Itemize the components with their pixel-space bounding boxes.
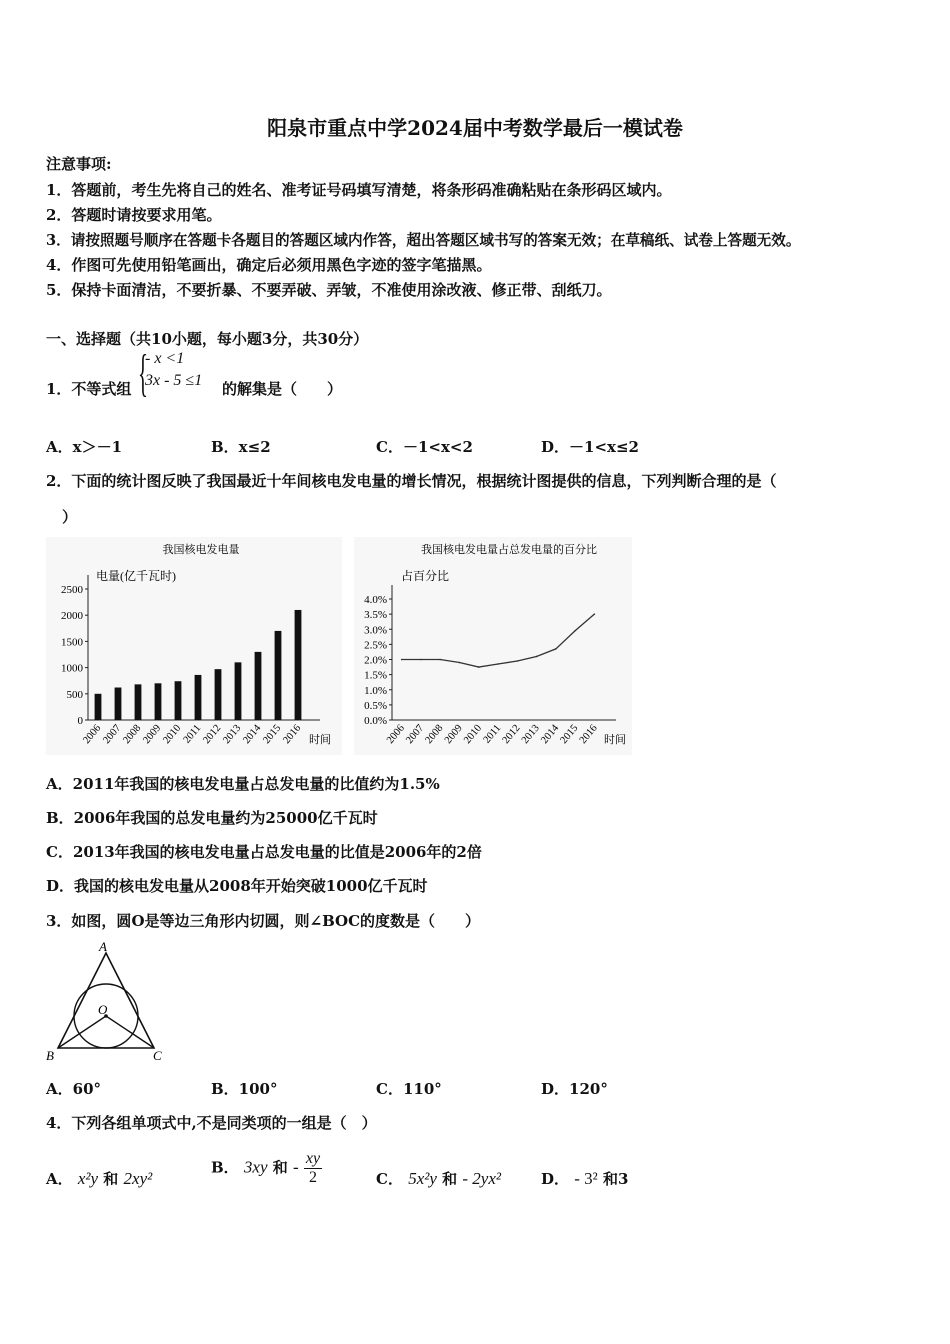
vertex-label-c: C [153,1048,162,1063]
fraction-numerator: xy [305,1150,321,1167]
notice-heading: 注意事项: [46,155,112,173]
x-tick-label: 2014 [241,722,264,747]
option-label: C． [376,1170,403,1188]
bar [215,669,222,720]
x-tick-label: 2013 [519,722,542,747]
x-tick-label: 2016 [281,722,304,747]
q4-option-b[interactable] [211,1150,322,1187]
option-label: D． [541,1170,570,1188]
y-tick-label: 2.0% [364,654,387,667]
notice-item: 3．请按照题号顺序在答题卡各题目的答题区域内作答，超出答题区域书写的答案无效；在草稿纸、试卷上答题无效。 [46,232,801,249]
data-point [536,656,538,658]
option-label: B． [211,1158,239,1177]
fraction [304,1150,322,1187]
x-tick-label: 2007 [101,722,124,747]
monomial: 3xy [243,1157,268,1177]
x-tick-label: 2010 [462,722,485,747]
page-title: 阳泉市重点中学2024届中考数学最后一模试卷 [267,116,683,140]
x-tick-label: 2010 [161,722,184,747]
data-point [594,613,596,615]
bar [295,610,302,720]
data-point [574,630,576,632]
q2-option-d[interactable]: D．我国的核电发电量从2008年开始突破1000亿千瓦时 [46,877,428,895]
notice-item: 5．保持卡面清洁，不要折暴、不要弄破、弄皱，不准使用涂改液、修正带、刮纸刀。 [46,281,612,299]
notice-item: 1．答题前，考生先将自己的姓名、准考证号码填写清楚，将条形码准确粘贴在条形码区域内。 [46,181,672,199]
x-tick-label: 2015 [558,722,581,747]
q1-option-d[interactable]: D．－1<x≤2 [541,438,639,456]
inequality-1: - x <1 [145,350,185,367]
bar [135,684,142,720]
and-word: 和 [442,1170,458,1188]
y-tick-label: 3.5% [364,609,387,622]
bar-chart-xlabel: 时间 [309,734,331,746]
bar [195,675,202,720]
center-label-o: O [98,1002,108,1017]
data-point [497,663,499,665]
q1-option-c[interactable]: C．－1<x<2 [376,438,473,456]
x-tick-label: 2007 [404,722,427,747]
x-tick-label: 2011 [181,722,204,746]
bar [275,631,282,720]
equilateral-triangle [58,953,154,1048]
line-chart-ylabel: 占百分比 [401,569,450,583]
q2-stem-end: ） [62,508,78,526]
data-point [516,660,518,662]
bar [155,683,162,720]
y-tick-label: 4.0% [364,594,387,606]
y-tick-label: 3.0% [364,624,387,637]
y-tick-label: 2500 [61,584,83,596]
section-heading: 一、选择题（共10小题，每小题3分，共30分） [46,330,369,348]
data-point [439,659,441,661]
q3-option-d[interactable]: D．120° [541,1080,608,1098]
power-expression: - 3² [574,1169,598,1188]
notice-item: 4．作图可先使用铅笔画出，确定后必须用黑色字迹的签字笔描黑。 [46,256,492,274]
line-chart-title: 我国核电发电量占总发电量的百分比 [421,544,597,556]
x-tick-label: 2009 [442,722,465,747]
q4-option-c[interactable] [376,1168,501,1189]
x-tick-label: 2006 [81,722,104,747]
x-tick-label: 2015 [261,722,284,747]
line-chart [354,537,632,755]
y-tick-label: 1.5% [364,669,387,682]
q4-stem: 4．下列各组单项式中,不是同类项的一组是（ ） [46,1114,377,1132]
bar [95,694,102,720]
chart-background [354,537,632,755]
x-tick-label: 2009 [141,722,164,747]
x-tick-label: 2011 [481,722,504,746]
x-tick-label: 2014 [539,722,562,747]
q3-stem: 3．如图，圆O是等边三角形内切圆，则∠BOC的度数是（ ） [46,912,481,930]
y-tick-label: 500 [66,688,83,701]
inequality-2: 3x - 5 ≤1 [145,372,203,389]
inequality-system [145,350,202,390]
q1-option-b[interactable]: B．x≤2 [211,438,271,456]
data-point [401,659,403,661]
monomial: 2xy² [123,1169,153,1188]
vertex-label-b: B [46,1048,54,1063]
y-tick-label: 1500 [61,636,83,649]
q2-option-b[interactable]: B．2006年我国的总发电量约为25000亿千瓦时 [46,809,378,827]
option-label: A． [46,1170,73,1188]
line-chart-xlabel: 时间 [604,734,626,746]
brace-symbol: { [138,345,148,402]
data-point [420,659,422,661]
q2-option-c[interactable]: C．2013年我国的核电发电量占总发电量的比值是2006年的2倍 [46,843,482,861]
y-tick-label: 1.0% [364,684,387,697]
and-word: 和 [103,1170,119,1188]
bar [175,681,182,720]
q3-option-c[interactable]: C．110° [376,1080,442,1098]
data-point [555,648,557,650]
q1-option-a[interactable]: A．x＞－1 [46,438,123,456]
q1-prefix: 1．不等式组 [46,380,132,398]
triangle-figure [46,938,168,1064]
monomial: x²y [77,1169,99,1188]
notice-item: 2．答题时请按要求用笔。 [46,206,222,224]
y-tick-label: 2.5% [364,639,387,652]
x-tick-label: 2012 [201,722,224,747]
q4-option-a[interactable] [46,1168,152,1189]
q3-option-a[interactable]: A．60° [46,1080,102,1098]
q1-suffix: 的解集是（ ） [222,380,343,398]
x-tick-label: 2008 [121,722,144,747]
vertex-label-a: A [99,939,107,954]
q2-option-a[interactable]: A．2011年我国的核电发电量占总发电量的比值约为1.5% [46,775,440,793]
y-tick-label: 0.0% [364,715,387,727]
minus-sign: - [293,1157,299,1177]
bar [235,662,242,720]
bar-chart-ylabel: 电量(亿千瓦时) [96,569,176,583]
q4-option-d[interactable] [541,1168,628,1189]
bar [115,688,122,720]
and-word: 和3 [603,1170,629,1188]
bar [255,652,262,720]
y-tick-label: 2000 [61,610,83,623]
q2-stem: 2．下面的统计图反映了我国最近十年间核电发电量的增长情况，根据统计图提供的信息，下列判断合理的是（ [46,472,777,490]
bar-chart-title: 我国核电发电量 [162,544,240,556]
x-tick-label: 2012 [500,722,523,747]
and-word: 和 [272,1158,288,1177]
y-tick-label: 0.5% [364,699,387,712]
bar-chart [46,537,342,755]
y-tick-label: 1000 [61,662,83,675]
q3-option-b[interactable]: B．100° [211,1080,278,1098]
data-point [459,662,461,664]
monomial: - 2yx² [462,1169,501,1188]
y-tick-label: 0 [77,715,83,727]
x-tick-label: 2006 [385,722,407,747]
monomial: 5x²y [408,1169,437,1188]
x-tick-label: 2013 [221,722,244,747]
x-tick-label: 2016 [577,722,600,747]
x-tick-label: 2008 [423,722,446,747]
fraction-denominator: 2 [309,1169,317,1186]
data-point [478,666,480,668]
